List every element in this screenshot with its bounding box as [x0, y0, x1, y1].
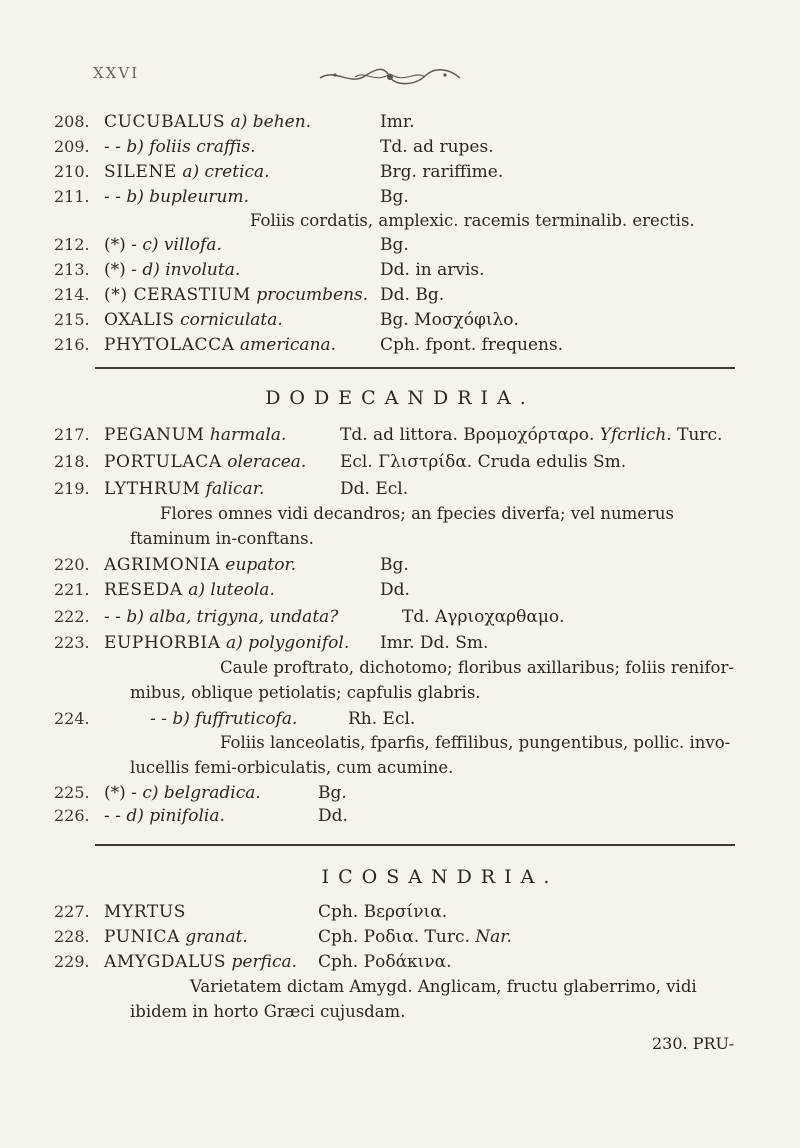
- section-rule: [95, 844, 735, 846]
- entry-number: 228.: [54, 927, 90, 946]
- genus-name: - -: [150, 709, 167, 729]
- entry-number: 222.: [54, 607, 90, 626]
- section-heading: DODECANDRIA.: [265, 387, 535, 409]
- greek-name: Γλιστρίδα.: [378, 452, 473, 472]
- species-name: d) pinifolia.: [126, 806, 225, 826]
- species-name: perfica.: [231, 952, 298, 972]
- locality: Bg.: [380, 187, 409, 207]
- entry-number: 215.: [54, 310, 90, 329]
- genus-name: EUPHORBIA: [104, 633, 221, 653]
- genus-name: - -: [104, 137, 121, 157]
- genus-name: (*) -: [104, 235, 137, 255]
- entry-number: 229.: [54, 952, 90, 971]
- locality: Imr.: [380, 112, 415, 132]
- section-rule: [95, 367, 735, 369]
- species-name: a) luteola.: [188, 580, 275, 600]
- greek-name: Βρομοχόρταρο.: [463, 425, 595, 445]
- species-name: b) foliis craffis.: [126, 137, 256, 157]
- greek-name: Αγριοχαρθαμο.: [435, 607, 565, 627]
- entry-number: 227.: [54, 902, 90, 921]
- genus-name: RESEDA: [104, 580, 183, 600]
- species-name: oleracea.: [227, 452, 307, 472]
- species-name: harmala.: [209, 425, 287, 445]
- entry-number: 221.: [54, 580, 90, 599]
- locality: Bg.: [380, 235, 409, 255]
- locality: Bg. Μοσχόφιλο.: [380, 310, 519, 330]
- entry-number: 213.: [54, 260, 90, 279]
- locality: Dd. Ecl.: [340, 479, 409, 499]
- description-note: Flores omnes vidi decandros; an fpecies diverfa; vel numerus ftaminum in-conftans.: [130, 504, 675, 548]
- species-name: c) villofa.: [142, 235, 222, 255]
- genus-name: PUNICA: [104, 927, 180, 947]
- language-tag: Turc.: [677, 425, 723, 445]
- genus-name: SILENE: [104, 162, 177, 182]
- species-name: c) belgradica.: [142, 783, 261, 803]
- genus-name: - -: [104, 607, 121, 627]
- usage-note: Cruda edulis Sm.: [477, 452, 627, 472]
- species-name: d) involuta.: [142, 260, 241, 280]
- genus-name: LYTHRUM: [104, 479, 201, 499]
- locality: Cph. fpont. frequens.: [380, 335, 564, 355]
- entry-number: 208.: [54, 112, 90, 131]
- species-name: granat.: [185, 927, 248, 947]
- entry-number: 226.: [54, 806, 90, 825]
- entry-number: 212.: [54, 235, 90, 254]
- species-name: falicar.: [205, 479, 265, 499]
- genus-name: - -: [104, 187, 121, 207]
- genus-name: - -: [104, 806, 121, 826]
- genus-name: PHYTOLACCA: [104, 335, 235, 355]
- vernacular-name: Yfcrlich.: [599, 425, 672, 445]
- locality: Dd.: [380, 580, 410, 600]
- genus-name: OXALIS: [104, 310, 175, 330]
- greek-name: Ροδια.: [363, 927, 420, 947]
- entry-number: 217.: [54, 425, 90, 444]
- scroll-ornament-icon: [315, 66, 465, 88]
- locality: Cph.: [318, 952, 359, 972]
- catchword: 230. PRU-: [652, 1034, 735, 1053]
- entry-number: 210.: [54, 162, 90, 181]
- species-name: americana.: [240, 335, 337, 355]
- locality: Imr. Dd. Sm.: [380, 633, 489, 653]
- section-heading: ICOSANDRIA.: [321, 866, 559, 888]
- vernacular-name: Nar.: [475, 927, 512, 947]
- entry-number: 224.: [54, 709, 90, 728]
- genus-name: PORTULACA: [104, 452, 222, 472]
- genus-name: AMYGDALUS: [104, 952, 227, 972]
- species-name: a) cretica.: [182, 162, 270, 182]
- entry-number: 218.: [54, 452, 90, 471]
- description-note: Caule proftrato, dichotomo; floribus axillaribus; foliis renifor-mibus, oblique petiolatis; capfulis glabris.: [130, 658, 734, 702]
- folio-number: XXVI: [93, 64, 140, 82]
- species-name: eupator.: [225, 555, 297, 575]
- locality: Cph.: [318, 927, 359, 947]
- entry-number: 225.: [54, 783, 90, 802]
- species-name: b) alba, trigyna, undata?: [126, 607, 339, 627]
- locality: Td. ad rupes.: [380, 137, 494, 157]
- locality: Cph.: [318, 902, 359, 922]
- genus-name: (*) -: [104, 783, 137, 803]
- locality: Dd. in arvis.: [380, 260, 485, 280]
- description-note: Varietatem dictam Amygd. Anglicam, fructu glaberrimo, vidi ibidem in horto Græci cujusdam.: [130, 977, 697, 1021]
- genus-name: PEGANUM: [104, 425, 205, 445]
- species-name: b) fuffruticofa.: [172, 709, 298, 729]
- genus-name: (*) CERASTIUM: [104, 285, 251, 305]
- description-note: Foliis lanceolatis, fparfis, feffilibus, pungentibus, pollic. invo-lucellis femi-orbiculatis, cum acumine.: [130, 733, 731, 777]
- genus-name: CUCUBALUS: [104, 112, 226, 132]
- locality: Ecl.: [340, 452, 373, 472]
- species-name: b) bupleurum.: [126, 187, 249, 207]
- entry-number: 211.: [54, 187, 90, 206]
- locality: Dd. Bg.: [380, 285, 445, 305]
- entry-number: 209.: [54, 137, 90, 156]
- genus-name: (*) -: [104, 260, 137, 280]
- locality: Bg.: [318, 783, 347, 803]
- entry-number: 220.: [54, 555, 90, 574]
- locality: Rh. Ecl.: [348, 709, 416, 729]
- species-name: corniculata.: [180, 310, 283, 330]
- genus-name: MYRTUS: [104, 902, 187, 922]
- description-note: Foliis cordatis, amplexic. racemis terminalib. erectis.: [250, 211, 695, 230]
- locality: Td. ad littora.: [340, 425, 458, 445]
- entry-number: 216.: [54, 335, 90, 354]
- locality: Brg. rariffime.: [380, 162, 504, 182]
- species-name: procumbens.: [256, 285, 369, 305]
- species-name: a) polygonifol.: [226, 633, 350, 653]
- locality: Td.: [402, 607, 430, 627]
- species-name: a) behen.: [230, 112, 312, 132]
- entry-number: 214.: [54, 285, 90, 304]
- greek-name: Βερσίνια.: [363, 902, 448, 922]
- locality: Dd.: [318, 806, 348, 826]
- locality: Bg.: [380, 555, 409, 575]
- entry-number: 219.: [54, 479, 90, 498]
- entry-number: 223.: [54, 633, 90, 652]
- greek-name: Ροδάκινα.: [363, 952, 452, 972]
- language-tag: Turc.: [424, 927, 470, 947]
- genus-name: AGRIMONIA: [104, 555, 220, 575]
